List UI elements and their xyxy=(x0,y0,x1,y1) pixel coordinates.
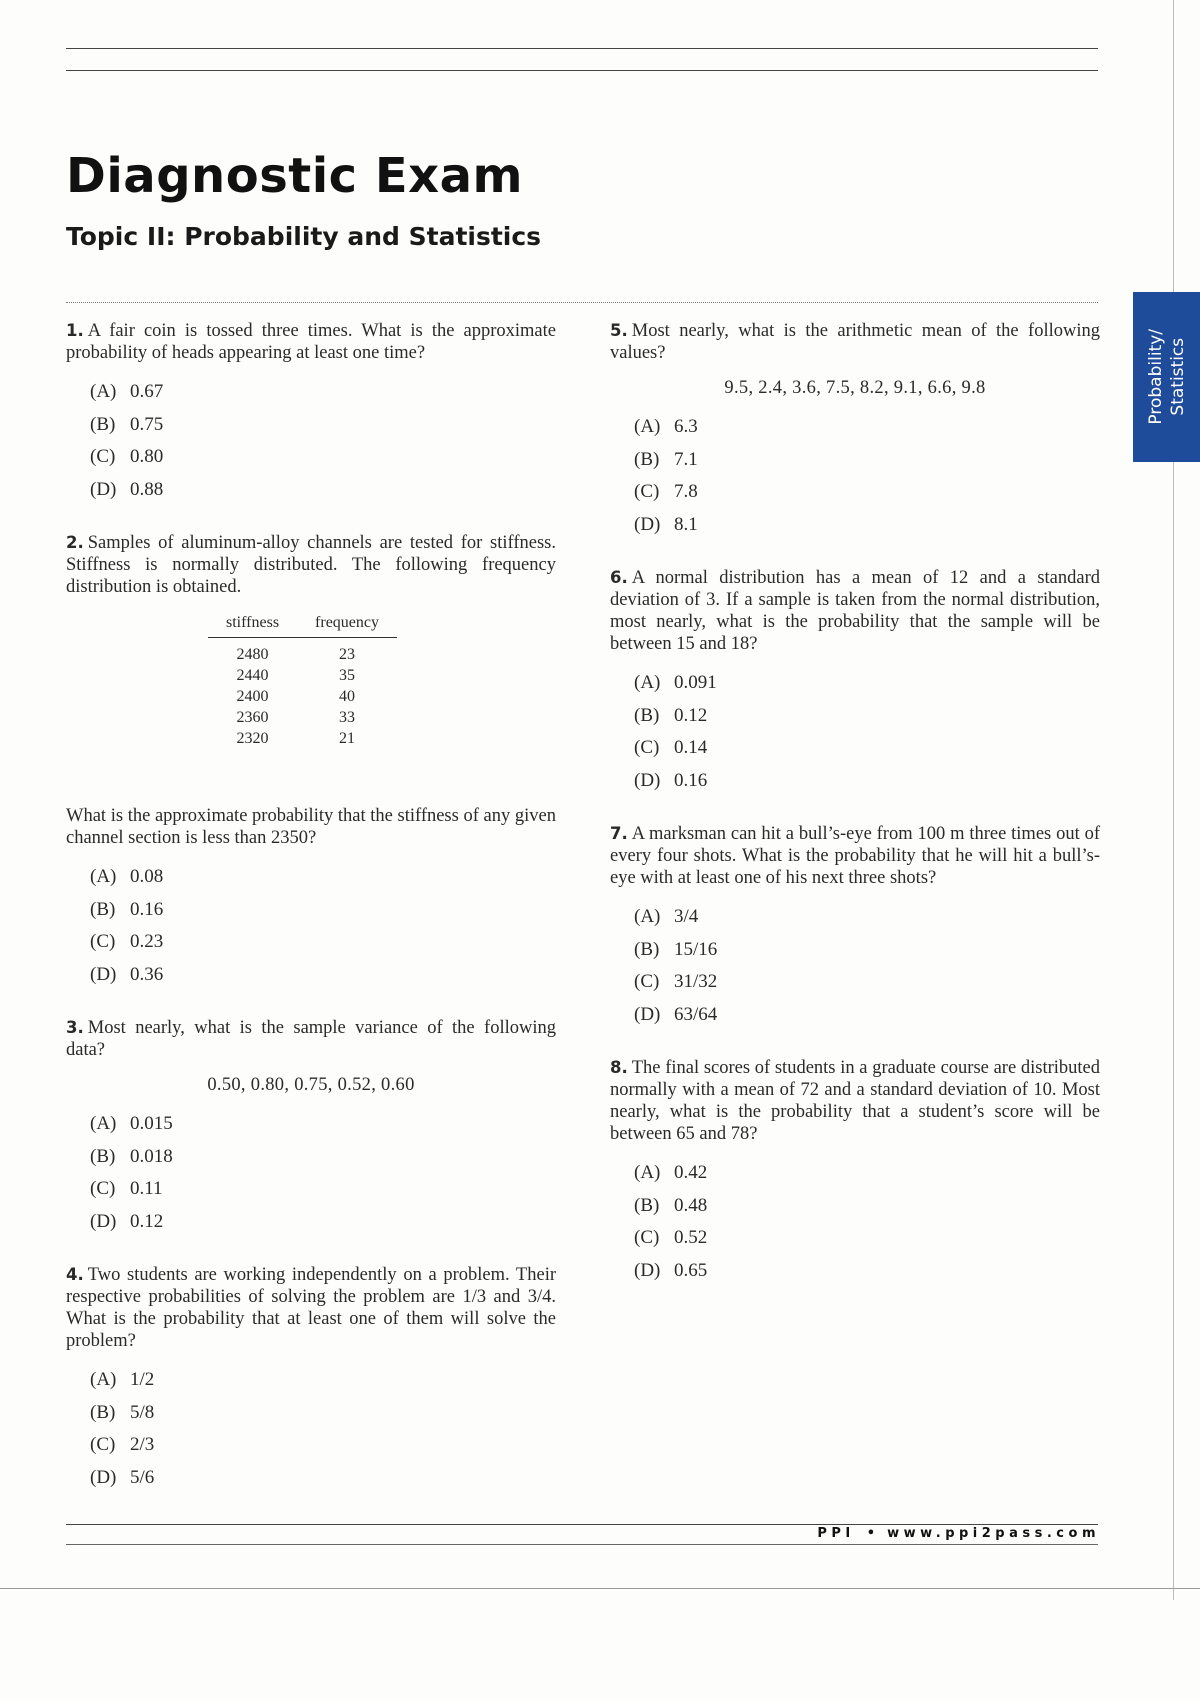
answer-option[interactable]: (B) 15/16 xyxy=(634,938,718,960)
data-values: 9.5, 2.4, 3.6, 7.5, 8.2, 9.1, 6.6, 9.8 xyxy=(724,378,986,398)
question-text: 7. A marksman can hit a bull’s-eye from 100 m three times out of every four shots. What is the probability that he will hit a bull’s-eye with at least one of his next three shots? xyxy=(610,824,1100,888)
question-number: 4. xyxy=(66,1265,84,1284)
answer-option[interactable]: (C) 0.80 xyxy=(90,446,164,467)
question-text: 5. Most nearly, what is the arithmetic mean of the following values? xyxy=(610,321,1100,363)
answer-option[interactable]: (C) 0.14 xyxy=(634,737,708,758)
header-rule-bottom xyxy=(66,70,1098,71)
answer-option[interactable]: (D) 0.16 xyxy=(634,769,708,791)
answer-option[interactable]: (D) 5/6 xyxy=(90,1466,155,1488)
question-number: 3. xyxy=(66,1018,84,1037)
table-row: 2320 21 xyxy=(236,730,356,747)
answer-option[interactable]: (A) 0.42 xyxy=(634,1162,708,1183)
answer-option[interactable]: (A) 3/4 xyxy=(634,906,699,927)
answer-option[interactable]: (B) 0.75 xyxy=(90,413,164,435)
left-column xyxy=(66,320,556,1520)
answer-option[interactable]: (B) 0.018 xyxy=(90,1145,173,1167)
answer-option[interactable]: (C) 2/3 xyxy=(90,1434,155,1455)
answer-option[interactable]: (D) 0.12 xyxy=(90,1210,164,1232)
question-1 xyxy=(66,320,556,506)
table-header: frequency xyxy=(297,614,397,638)
answer-option[interactable]: (D) 63/64 xyxy=(634,1003,718,1025)
question-number: 1. xyxy=(66,321,84,340)
question-text-continued: What is the approximate probability that the stiffness of any given channel section is less than 2350? xyxy=(66,806,556,848)
answer-option[interactable]: (D) 0.88 xyxy=(90,478,164,500)
answer-option[interactable]: (D) 8.1 xyxy=(634,513,698,535)
answer-option[interactable]: (B) 0.16 xyxy=(90,898,164,920)
answer-options xyxy=(634,901,1100,1031)
question-7 xyxy=(610,823,1100,1031)
question-4 xyxy=(66,1264,556,1494)
answer-options xyxy=(90,1364,556,1494)
page-title: Diagnostic Exam xyxy=(66,148,523,204)
frequency-table xyxy=(208,614,397,749)
answer-option[interactable]: (A) 1/2 xyxy=(90,1369,155,1390)
footer-separator: • xyxy=(866,1526,876,1541)
question-number: 2. xyxy=(66,533,84,552)
answer-option[interactable]: (B) 0.12 xyxy=(634,704,708,726)
answer-options xyxy=(634,1157,1100,1287)
answer-option[interactable]: (C) 0.23 xyxy=(90,931,164,952)
question-number: 5. xyxy=(610,321,628,340)
question-5 xyxy=(610,320,1100,541)
question-number: 6. xyxy=(610,568,628,587)
answer-option[interactable]: (A) 0.091 xyxy=(634,672,717,693)
footer-publisher xyxy=(817,1526,1100,1541)
question-text: 1. A fair coin is tossed three times. What is the approximate probability of heads appearing at least one time? xyxy=(66,321,556,363)
table-row: 2360 33 xyxy=(236,709,356,726)
data-values: 0.50, 0.80, 0.75, 0.52, 0.60 xyxy=(207,1075,415,1095)
topic-subtitle: Topic II: Probability and Statistics xyxy=(66,222,542,251)
table-row: 2400 40 xyxy=(236,688,356,705)
right-column xyxy=(610,320,1100,1313)
scan-edge-line xyxy=(0,1588,1200,1589)
answer-option[interactable]: (C) 31/32 xyxy=(634,971,718,992)
question-text: 4. Two students are working independently on a problem. Their respective probabilities of solving the problem are 1/3 and 3/4. What is the probability that at least one of them will solve the problem? xyxy=(66,1265,556,1351)
answer-options xyxy=(90,861,556,991)
answer-option[interactable]: (C) 0.11 xyxy=(90,1178,163,1199)
footer-brand: PPI xyxy=(817,1526,855,1541)
footer-rule-top xyxy=(66,1524,1098,1525)
answer-options xyxy=(90,1108,556,1238)
header-rule-top xyxy=(66,48,1098,49)
answer-option[interactable]: (A) 6.3 xyxy=(634,416,698,437)
question-text: 6. A normal distribution has a mean of 12 and a standard deviation of 3. If a sample is taken from the normal distribution, most nearly, what is the probability that the sample will be between 15 and 18? xyxy=(610,568,1100,654)
answer-option[interactable]: (B) 7.1 xyxy=(634,448,698,470)
answer-option[interactable]: (C) 0.52 xyxy=(634,1227,708,1248)
question-text: 8. The final scores of students in a graduate course are distributed normally with a mean of 72 and a standard deviation of 10. Most nearly, what is the probability that a student’s score will be between 65 and 78? xyxy=(610,1058,1100,1144)
section-side-tab[interactable] xyxy=(1133,292,1200,462)
answer-options xyxy=(90,376,556,506)
footer-website-link[interactable]: www.ppi2pass.com xyxy=(887,1526,1100,1541)
footer-rule-bottom xyxy=(66,1544,1098,1545)
answer-option[interactable]: (A) 0.08 xyxy=(90,866,164,887)
answer-option[interactable]: (A) 0.015 xyxy=(90,1113,173,1134)
page-edge-divider xyxy=(1173,0,1174,1600)
answer-options xyxy=(634,411,1100,541)
answer-options xyxy=(634,667,1100,797)
answer-option[interactable]: (D) 0.36 xyxy=(90,963,164,985)
table-row: 2440 35 xyxy=(236,667,356,684)
table-row: 2480 23 xyxy=(236,646,356,663)
table-header: stiffness xyxy=(208,614,297,638)
answer-option[interactable]: (D) 0.65 xyxy=(634,1259,708,1281)
question-number: 8. xyxy=(610,1058,628,1077)
answer-option[interactable]: (A) 0.67 xyxy=(90,381,164,402)
question-number: 7. xyxy=(610,824,628,843)
question-text: 2. Samples of aluminum-alloy channels are tested for stiffness. Stiffness is normally distributed. The following frequency distribution is obtained. xyxy=(66,533,556,597)
side-tab-label: Probability/ Statistics xyxy=(1145,329,1188,425)
question-6 xyxy=(610,567,1100,797)
question-8 xyxy=(610,1057,1100,1287)
question-text: 3. Most nearly, what is the sample variance of the following data? xyxy=(66,1018,556,1060)
question-3 xyxy=(66,1017,556,1238)
answer-option[interactable]: (B) 5/8 xyxy=(90,1401,155,1423)
section-divider xyxy=(66,302,1098,303)
answer-option[interactable]: (B) 0.48 xyxy=(634,1194,708,1216)
answer-option[interactable]: (C) 7.8 xyxy=(634,481,698,502)
question-2 xyxy=(66,532,556,991)
